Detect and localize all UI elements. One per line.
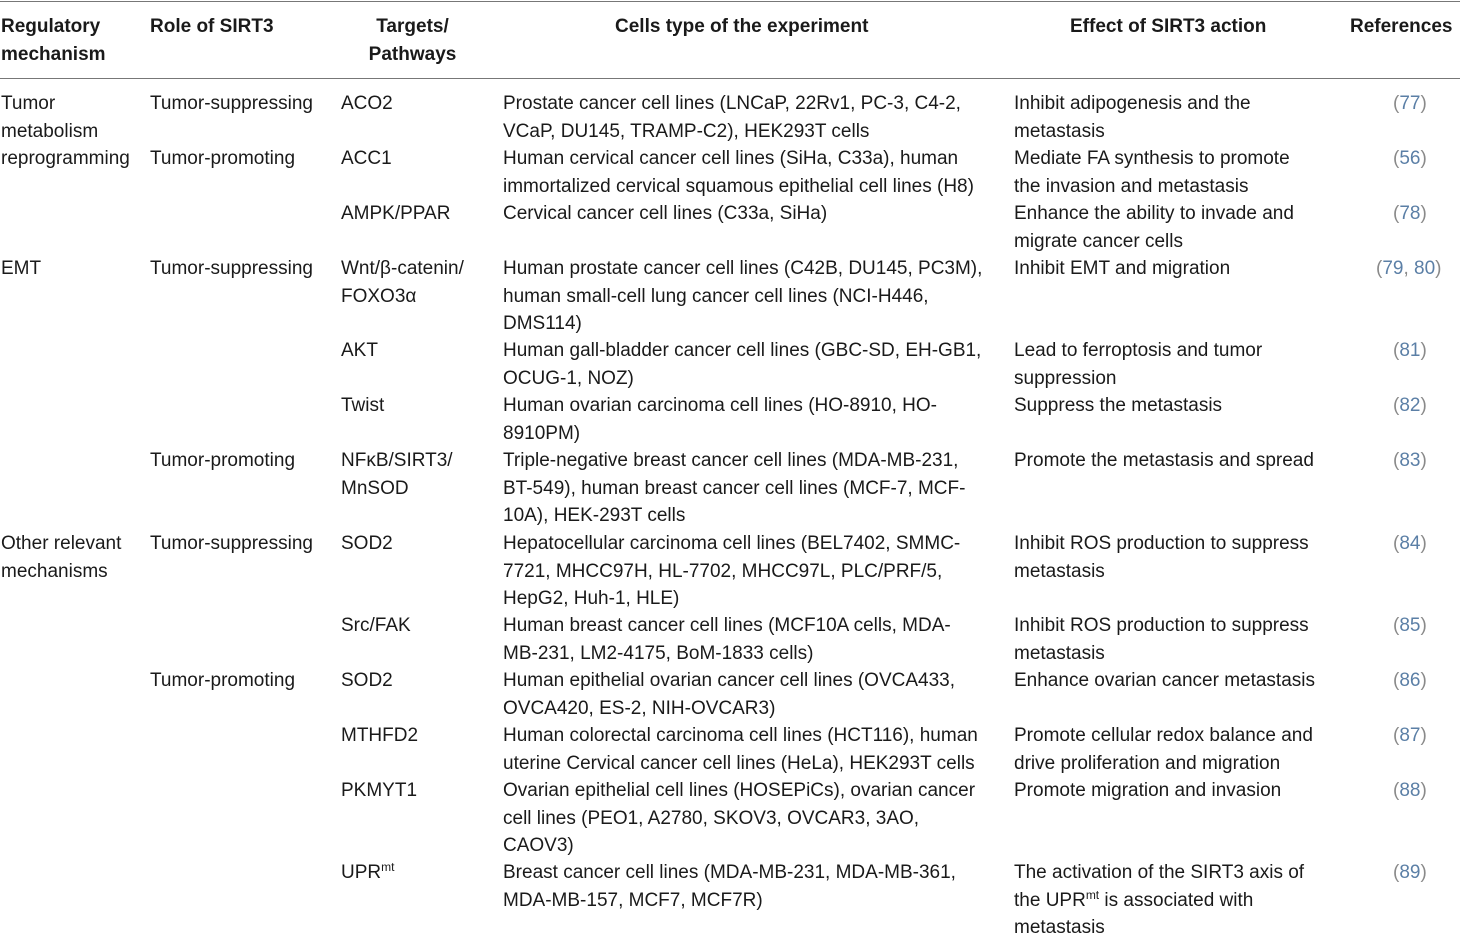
mechanism-tumor-metabolism: Tumor metabolism reprogramming bbox=[1, 93, 130, 169]
header-references: References bbox=[1350, 16, 1453, 37]
effect-cell: Inhibit EMT and migration bbox=[1014, 258, 1231, 279]
target-cell: AKT bbox=[341, 340, 378, 361]
cells-type-cell: Human prostate cancer cell lines (C42B, DU145, PC3M), human small-cell lung cancer cell lines (NCI-H446, DMS114) bbox=[503, 258, 983, 334]
role-label: Tumor-suppressing bbox=[150, 258, 313, 279]
role-label: Tumor-suppressing bbox=[150, 93, 313, 114]
reference-link[interactable]: (83) bbox=[1393, 450, 1427, 471]
effect-cell: Enhance ovarian cancer metastasis bbox=[1014, 670, 1315, 691]
reference-link[interactable]: (79, 80) bbox=[1376, 258, 1442, 279]
target-cell: ACO2 bbox=[341, 93, 393, 114]
effect-cell: Inhibit adipogenesis and the metastasis bbox=[1014, 93, 1251, 142]
header-targets: Targets/ Pathways bbox=[368, 16, 457, 65]
header-cells-type: Cells type of the experiment bbox=[615, 16, 869, 37]
mechanism-other: Other relevant mechanisms bbox=[1, 533, 122, 582]
target-cell: SOD2 bbox=[341, 670, 393, 691]
cells-type-cell: Ovarian epithelial cell lines (HOSEPiCs), ovarian cancer cell lines (PEO1, A2780, SKOV3, OVCAR3, 3AO, CAOV3) bbox=[503, 780, 976, 856]
role-label: Tumor-promoting bbox=[150, 670, 296, 691]
cells-type-cell: Hepatocellular carcinoma cell lines (BEL7402, SMMC- 7721, MHCC97H, HL-7702, MHCC97L, PLC/PRF/5, HepG2, Huh-1, HLE) bbox=[503, 533, 961, 609]
target-cell: AMPK/PPAR bbox=[341, 203, 451, 224]
superscript: mt bbox=[381, 860, 395, 874]
target-cell: ACC1 bbox=[341, 148, 392, 169]
table-top-rule bbox=[0, 1, 1460, 2]
target-cell: MTHFD2 bbox=[341, 725, 419, 746]
header-effect: Effect of SIRT3 action bbox=[1070, 16, 1267, 37]
cells-type-cell: Human colorectal carcinoma cell lines (HCT116), human uterine Cervical cancer cell lines (HeLa), HEK293T cells bbox=[503, 725, 978, 774]
header-rule bbox=[0, 78, 1460, 79]
reference-link[interactable]: (86) bbox=[1393, 670, 1427, 691]
target-cell: $UPR^{mt}$ bbox=[341, 860, 395, 883]
reference-link[interactable]: (82) bbox=[1393, 395, 1427, 416]
header-role: Role of SIRT3 bbox=[150, 16, 274, 37]
reference-link[interactable]: (81) bbox=[1393, 340, 1427, 361]
cells-type-cell: Cervical cancer cell lines (C33a, SiHa) bbox=[503, 203, 828, 224]
superscript: mt bbox=[1085, 887, 1100, 902]
reference-link[interactable]: (89) bbox=[1393, 862, 1427, 883]
effect-cell: Promote the metastasis and spread bbox=[1014, 450, 1314, 471]
cells-type-cell: Human breast cancer cell lines (MCF10A cells, MDA- MB-231, LM2-4175, BoM-1833 cells) bbox=[503, 615, 951, 664]
cells-type-cell: Breast cancer cell lines (MDA-MB-231, MDA-MB-361, MDA-MB-157, MCF7, MCF7R) bbox=[503, 862, 956, 911]
header-regulatory-mechanism: Regulatory mechanism bbox=[1, 16, 106, 65]
cells-type-cell: Human cervical cancer cell lines (SiHa, C33a), human immortalized cervical squamous epithelial cell lines (H8) bbox=[503, 148, 974, 197]
effect-cell: Lead to ferroptosis and tumor suppression bbox=[1014, 340, 1263, 389]
effect-cell: Suppress the metastasis bbox=[1014, 395, 1223, 416]
target-cell: PKMYT1 bbox=[341, 780, 418, 801]
mechanism-emt: EMT bbox=[1, 258, 42, 279]
role-label: Tumor-promoting bbox=[150, 450, 296, 471]
target-cell: Twist bbox=[341, 395, 385, 416]
cells-type-cell: Prostate cancer cell lines (LNCaP, 22Rv1, PC-3, C4-2, VCaP, DU145, TRAMP-C2), HEK293T cells bbox=[503, 93, 961, 142]
reference-link[interactable]: (87) bbox=[1393, 725, 1427, 746]
effect-cell: Inhibit ROS production to suppress metastasis bbox=[1014, 615, 1309, 664]
effect-cell: The activation of the SIRT3 axis of the $UPR^{mt}$ is associated with metastasis bbox=[1014, 862, 1305, 938]
role-label: Tumor-promoting bbox=[150, 148, 296, 169]
effect-cell: Mediate FA synthesis to promote the invasion and metastasis bbox=[1014, 148, 1290, 197]
cells-type-cell: Triple-negative breast cancer cell lines (MDA-MB-231, BT-549), human breast cancer cell lines (MCF-7, MCF- 10A), HEK-293T cells bbox=[503, 450, 966, 526]
target-cell: Wnt/β-catenin/ FOXO3α bbox=[341, 258, 464, 307]
cells-type-cell: Human epithelial ovarian cancer cell lines (OVCA433, OVCA420, ES-2, NIH-OVCAR3) bbox=[503, 670, 956, 719]
effect-cell: Promote cellular redox balance and drive proliferation and migration bbox=[1014, 725, 1313, 774]
reference-link[interactable]: (78) bbox=[1393, 203, 1427, 224]
target-cell: Src/FAK bbox=[341, 615, 411, 636]
role-label: Tumor-suppressing bbox=[150, 533, 313, 554]
target-cell: NFκB/SIRT3/ MnSOD bbox=[341, 450, 453, 499]
reference-link[interactable]: (85) bbox=[1393, 615, 1427, 636]
effect-cell: Inhibit ROS production to suppress metastasis bbox=[1014, 533, 1309, 582]
reference-link[interactable]: (56) bbox=[1393, 148, 1427, 169]
reference-link[interactable]: (88) bbox=[1393, 780, 1427, 801]
reference-link[interactable]: (77) bbox=[1393, 93, 1427, 114]
target-cell: SOD2 bbox=[341, 533, 393, 554]
effect-cell: Enhance the ability to invade and migrate cancer cells bbox=[1014, 203, 1294, 252]
effect-cell: Promote migration and invasion bbox=[1014, 780, 1282, 801]
reference-link[interactable]: (84) bbox=[1393, 533, 1427, 554]
cells-type-cell: Human gall-bladder cancer cell lines (GBC-SD, EH-GB1, OCUG-1, NOZ) bbox=[503, 340, 982, 389]
cells-type-cell: Human ovarian carcinoma cell lines (HO-8910, HO- 8910PM) bbox=[503, 395, 937, 444]
